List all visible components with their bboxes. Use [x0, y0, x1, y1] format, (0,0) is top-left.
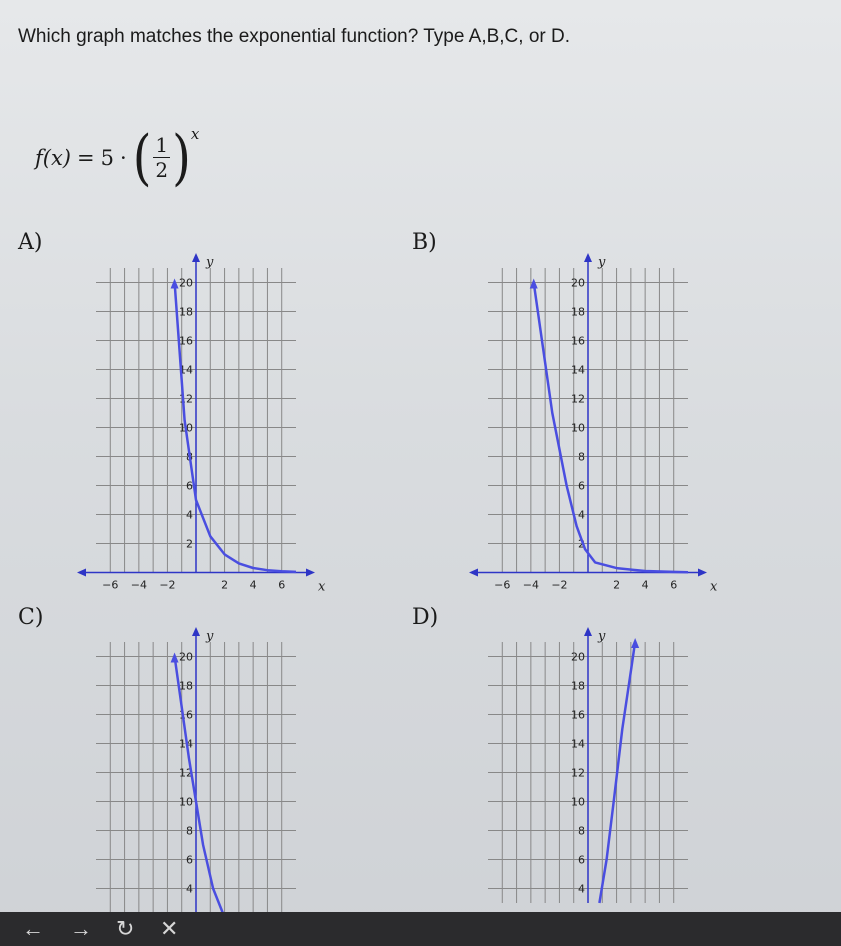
y-tick-label: 8 [578, 824, 585, 838]
x-axis-label: x [318, 579, 326, 595]
y-tick-label: 18 [571, 679, 585, 693]
exponent: x [190, 125, 200, 143]
y-tick-label: 20 [571, 276, 585, 290]
y-axis-label: y [206, 629, 214, 644]
graph-c[interactable] [68, 622, 338, 912]
left-paren-glyph: ( [132, 122, 152, 193]
y-axis-arrow-icon [584, 253, 592, 262]
x-axis-label: x [710, 579, 718, 595]
option-b-label[interactable]: B) [412, 230, 437, 255]
y-axis-arrow-icon [192, 627, 200, 636]
x-tick-label: 2 [221, 578, 229, 592]
fraction-denominator: 2 [155, 158, 169, 182]
y-tick-label: 10 [179, 795, 193, 809]
x-tick-label: 2 [613, 578, 621, 592]
equals-sign: = [77, 145, 95, 170]
x-tick-label: −6 [102, 578, 119, 592]
y-tick-label: 12 [571, 392, 585, 406]
y-tick-label: 6 [578, 479, 585, 493]
y-tick-label: 14 [179, 737, 193, 751]
x-axis-arrow-right-icon [306, 569, 315, 577]
y-tick-label: 16 [571, 708, 585, 722]
y-tick-label: 14 [179, 363, 193, 377]
y-tick-label: 18 [179, 305, 193, 319]
option-d-label[interactable]: D) [412, 605, 439, 630]
x-axis-arrow-left-icon [77, 569, 86, 577]
y-tick-label: 4 [578, 882, 585, 896]
y-tick-label: 8 [186, 824, 193, 838]
y-tick-label: 12 [179, 766, 193, 780]
coefficient: 5 [100, 145, 114, 170]
x-tick-label: −2 [551, 578, 568, 592]
right-paren-glyph: ) [172, 122, 191, 193]
bottom-toolbar [0, 912, 841, 946]
y-tick-label: 12 [571, 766, 585, 780]
refresh-icon[interactable]: ↻ [116, 916, 135, 941]
y-tick-label: 10 [179, 421, 193, 435]
curve-arrow-icon [171, 653, 179, 663]
forward-arrow-icon[interactable]: → [70, 916, 92, 941]
y-tick-label: 8 [578, 450, 585, 464]
y-axis-label: y [206, 255, 214, 270]
y-tick-label: 4 [578, 508, 585, 522]
y-tick-label: 2 [578, 537, 585, 551]
curve-arrow-icon [631, 638, 639, 648]
option-a-label[interactable]: A) [18, 230, 43, 255]
y-axis-arrow-icon [192, 253, 200, 262]
y-tick-label: 18 [179, 679, 193, 693]
y-axis-label: y [598, 629, 606, 644]
graph-b[interactable] [460, 248, 730, 598]
y-tick-label: 16 [571, 334, 585, 348]
graph-a[interactable] [68, 248, 338, 598]
x-tick-label: 6 [670, 578, 678, 592]
function-formula [35, 122, 200, 193]
question-text: Which graph matches the exponential function? Type A,B,C, or D. [18, 26, 571, 47]
y-tick-label: 4 [186, 508, 193, 522]
y-tick-label: 6 [186, 479, 193, 493]
curve-arrow-icon [171, 279, 179, 289]
y-tick-label: 6 [186, 853, 193, 867]
close-icon[interactable]: ✕ [160, 916, 179, 941]
y-tick-label: 16 [179, 334, 193, 348]
x-axis-arrow-right-icon [698, 569, 707, 577]
y-tick-label: 8 [186, 450, 193, 464]
x-axis-arrow-left-icon [469, 569, 478, 577]
y-tick-label: 12 [179, 392, 193, 406]
y-tick-label: 20 [179, 650, 193, 664]
y-tick-label: 14 [571, 363, 585, 377]
graph-d[interactable] [460, 622, 730, 912]
y-axis-arrow-icon [584, 627, 592, 636]
y-tick-label: 20 [179, 276, 193, 290]
base-fraction [153, 133, 170, 182]
y-tick-label: 14 [571, 737, 585, 751]
y-tick-label: 18 [571, 305, 585, 319]
function-name: f(x) [35, 145, 72, 170]
back-arrow-icon[interactable]: ← [22, 916, 44, 941]
option-c-label[interactable]: C) [18, 605, 44, 630]
x-tick-label: 4 [641, 578, 649, 592]
multiply-dot: · [120, 145, 127, 170]
y-tick-label: 16 [179, 708, 193, 722]
x-tick-label: −6 [494, 578, 511, 592]
y-tick-label: 20 [571, 650, 585, 664]
y-tick-label: 2 [186, 537, 193, 551]
fraction-numerator: 1 [155, 133, 169, 157]
y-tick-label: 10 [571, 795, 585, 809]
y-tick-label: 4 [186, 882, 193, 896]
y-axis-label: y [598, 255, 606, 270]
y-tick-label: 10 [571, 421, 585, 435]
x-tick-label: −4 [522, 578, 539, 592]
y-tick-label: 6 [578, 853, 585, 867]
x-tick-label: 6 [278, 578, 286, 592]
x-tick-label: −2 [159, 578, 176, 592]
x-tick-label: −4 [130, 578, 147, 592]
x-tick-label: 4 [249, 578, 257, 592]
